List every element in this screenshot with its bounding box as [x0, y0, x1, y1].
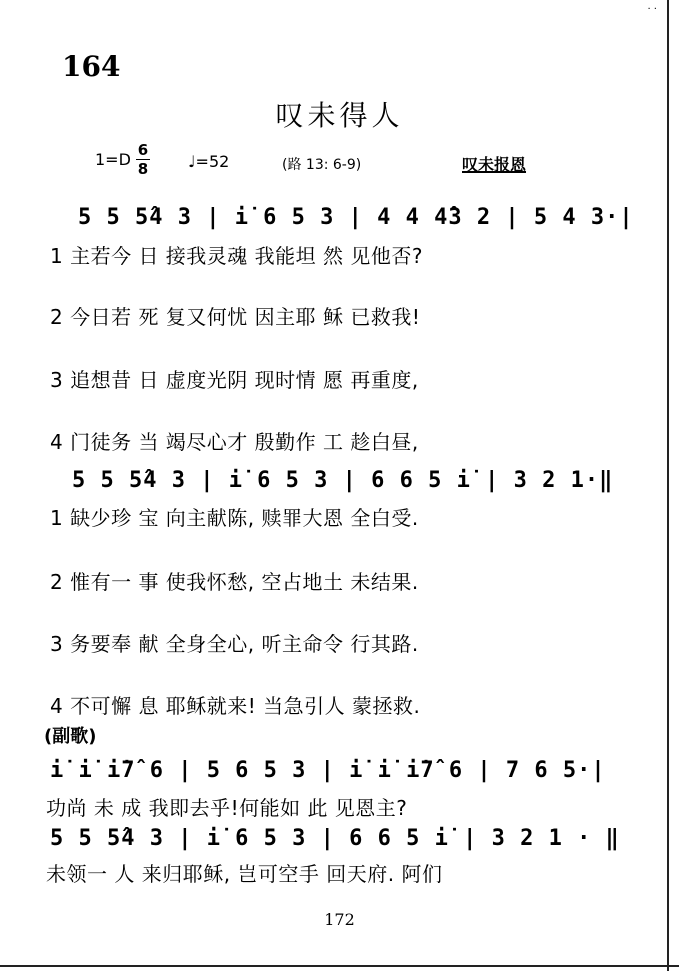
- time-denominator: 8: [137, 160, 149, 178]
- tempo-marking: ♩=52: [188, 152, 230, 171]
- verse-line: 2 惟有一 事 使我怀愁, 空占地土 未结果.: [50, 570, 419, 594]
- chorus-label: (副歌): [44, 726, 97, 747]
- chorus-lyrics-1: 功尚 未 成 我即去乎!何能如 此 见恩主?: [46, 796, 408, 820]
- verse-line: 2 今日若 死 复又何忧 因主耶 稣 已救我!: [50, 305, 421, 329]
- verse-line: 3 追想昔 日 虚度光阴 现时情 愿 再重度,: [50, 368, 419, 392]
- verse-line: 1 缺少珍 宝 向主献陈, 赎罪大恩 全白受.: [50, 506, 419, 530]
- verse-line: 4 门徒务 当 竭尽心才 殷勤作 工 趁白昼,: [50, 430, 419, 454]
- scan-border-right: [667, 0, 669, 971]
- corner-mark: · ·: [647, 4, 657, 15]
- source-note: 叹未报恩: [462, 155, 527, 174]
- key-signature: 1=D: [95, 150, 131, 169]
- chorus-notation-1: i̇ i̇ i̇7̂ 6 | 5 6 5 3 | i̇ i̇ i̇7̂ 6 | 7 6 5·|: [50, 758, 606, 783]
- hymn-number: 164: [62, 50, 121, 83]
- time-numerator: 6: [137, 141, 149, 159]
- scan-border-bottom: [0, 965, 679, 967]
- verse-line: 1 主若今 日 接我灵魂 我能坦 然 见他否?: [50, 244, 423, 268]
- time-signature: [136, 142, 150, 177]
- verse-line: 3 务要奉 献 全身全心, 听主命令 行其路.: [50, 632, 419, 656]
- notation-line-1: 5 5 5̂4 3 | i̇ 6 5 3 | 4 4 4̂3 2 | 5 4 3·|: [78, 205, 634, 230]
- hymn-title: 叹未得人: [275, 99, 404, 132]
- chorus-notation-2: 5 5 5̂4 3 | i̇ 6 5 3 | 6 6 5 i̇ | 3 2 1 · ‖: [50, 826, 620, 851]
- verse-line: 4 不可懈 息 耶稣就来! 当急引人 蒙拯救.: [50, 694, 421, 718]
- notation-line-2: 5 5 5̂4 3 | i̇ 6 5 3 | 6 6 5 i̇ | 3 2 1·‖: [72, 468, 614, 493]
- scripture-reference: (路 13: 6-9): [282, 157, 362, 173]
- page-number: 172: [324, 910, 355, 929]
- chorus-lyrics-2: 未领一 人 来归耶稣, 岂可空手 回天府. 阿们: [46, 862, 443, 886]
